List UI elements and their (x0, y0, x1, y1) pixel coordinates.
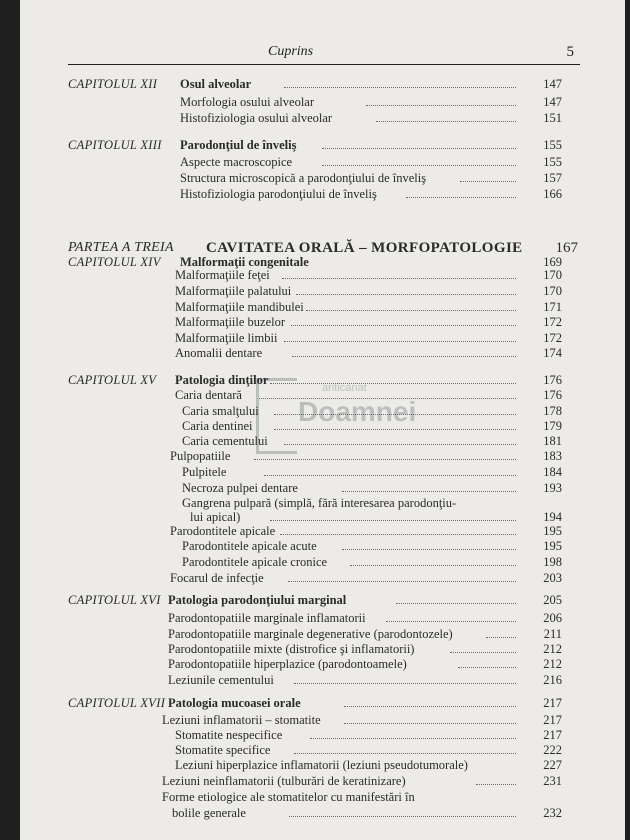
toc-dot-leader (306, 310, 516, 311)
toc-page-number: 216 (543, 673, 562, 687)
toc-dot-leader (458, 667, 516, 668)
toc-entry-title: Leziuni inflamatorii – stomatite (162, 713, 321, 727)
toc-entry-title: Morfologia osului alveolar (180, 95, 314, 109)
toc-entry-row (20, 481, 625, 497)
toc-dot-leader (460, 181, 516, 182)
toc-dot-leader (282, 278, 516, 279)
toc-dot-leader (294, 683, 516, 684)
toc-entry-row (20, 449, 625, 465)
toc-chapter-label: CAPITOLUL XVI (68, 593, 161, 607)
toc-page-number: 195 (543, 524, 562, 538)
toc-entry-row (20, 713, 625, 729)
toc-chapter-row (20, 696, 625, 712)
toc-entry-title: Leziuni neinflamatorii (tulburări de keratinizare) (162, 774, 406, 788)
toc-page-number: 172 (543, 315, 562, 329)
toc-entry-row (20, 790, 625, 806)
toc-entry-title: CAVITATEA ORALĂ – MORFOPATOLOGIE (206, 240, 523, 256)
toc-entry-row (20, 611, 625, 627)
toc-entry-row (20, 673, 625, 689)
toc-dot-leader (366, 105, 516, 106)
toc-entry-title: Parodontitele apicale cronice (182, 555, 328, 569)
toc-dot-leader (284, 87, 516, 88)
toc-page-number: 172 (543, 331, 562, 345)
toc-entry-row (20, 806, 625, 822)
toc-entry-title: Focarul de infecţie (170, 571, 264, 585)
toc-page-number: 217 (543, 713, 562, 727)
watermark-top-text: anticariat (322, 382, 367, 394)
toc-entry-row (20, 434, 625, 450)
toc-page-number: 195 (543, 539, 562, 553)
toc-entry-title: lui apical) (190, 510, 241, 524)
toc-page-number: 151 (543, 111, 562, 125)
toc-entry-row (20, 388, 625, 404)
toc-entry-row (20, 627, 625, 643)
toc-chapter-row (20, 593, 625, 609)
toc-page-number: 179 (543, 419, 562, 433)
book-page (20, 0, 625, 840)
toc-dot-leader (342, 491, 516, 492)
toc-dot-leader (284, 341, 516, 342)
toc-entry-row (20, 331, 625, 347)
toc-entry-title: Necroza pulpei dentare (182, 481, 298, 495)
toc-entry-title: Structura microscopică a parodonţiului de înveliş (180, 171, 427, 185)
toc-dot-leader (291, 325, 516, 326)
toc-entry-title: Stomatite nespecifice (175, 728, 283, 742)
toc-entry-title: Parodontopatiile mixte (distrofice şi inflamatorii) (168, 642, 415, 656)
toc-entry-title: Stomatite specifice (175, 743, 271, 757)
toc-entry-row (20, 346, 625, 362)
toc-entry-title: Patologia mucoasei orale (168, 696, 301, 710)
toc-entry-row (20, 728, 625, 744)
toc-dot-leader (476, 784, 516, 785)
toc-dot-leader (396, 603, 516, 604)
toc-dot-leader (274, 414, 516, 415)
toc-dot-leader (254, 459, 516, 460)
toc-page-number: 178 (543, 404, 562, 418)
toc-entry-row (20, 657, 625, 673)
toc-page-number: 170 (543, 284, 562, 298)
toc-entry-title: bolile generale (172, 806, 246, 820)
toc-page-number: 166 (543, 187, 562, 201)
toc-entry-row (20, 571, 625, 587)
toc-entry-title: Parodontopatiile hiperplazice (parodontoamele) (168, 657, 407, 671)
toc-page-number: 231 (543, 774, 562, 788)
toc-page-number: 181 (543, 434, 562, 448)
toc-chapter-label: CAPITOLUL XVII (68, 696, 166, 710)
toc-entry-row (20, 171, 625, 187)
toc-page-number: 171 (543, 300, 562, 314)
toc-entry-title: Histofiziologia osului alveolar (180, 111, 333, 125)
toc-page-number: 184 (543, 465, 562, 479)
toc-page-number: 176 (543, 388, 562, 402)
toc-entry-row (20, 404, 625, 420)
toc-entry-row (20, 111, 625, 127)
toc-entry-title: Malformaţiile palatului (175, 284, 292, 298)
toc-entry-row (20, 315, 625, 331)
toc-entry-title: Caria smalţului (182, 404, 259, 418)
toc-entry-title: Malformaţiile limbii (175, 331, 278, 345)
toc-page-number: 174 (543, 346, 562, 360)
toc-dot-leader (386, 621, 516, 622)
toc-entry-row (20, 465, 625, 481)
toc-dot-leader (259, 398, 516, 399)
toc-entry-title: Caria dentinei (182, 419, 253, 433)
toc-entry-title: Patologia parodonţiului marginal (168, 593, 347, 607)
toc-entry-title: Leziunile cementului (168, 673, 274, 687)
toc-dot-leader (376, 121, 516, 122)
toc-page-number: 194 (543, 510, 562, 524)
toc-entry-title: Pulpitele (182, 465, 227, 479)
toc-page-number: 217 (543, 728, 562, 742)
toc-dot-leader (274, 429, 516, 430)
toc-page-number: 222 (543, 743, 562, 757)
toc-entry-title: Malformaţiile feţei (175, 268, 270, 282)
toc-dot-leader (350, 565, 516, 566)
toc-entry-row (20, 555, 625, 571)
toc-entry-title: Aspecte macroscopice (180, 155, 293, 169)
toc-chapter-label: CAPITOLUL XIII (68, 138, 162, 152)
header-page-number: 5 (566, 44, 574, 60)
toc-dot-leader (288, 581, 516, 582)
toc-page-number: 155 (543, 155, 562, 169)
toc-entry-title: Osul alveolar (180, 77, 252, 91)
toc-entry-title: Caria cementului (182, 434, 268, 448)
toc-page-number: 176 (543, 373, 562, 387)
toc-page-number: 147 (543, 77, 562, 91)
toc-entry-title: Parodontitele apicale acute (182, 539, 317, 553)
toc-page-number: 147 (543, 95, 562, 109)
header-title: Cuprins (268, 44, 314, 59)
toc-dot-leader (292, 356, 516, 357)
toc-entry-row (20, 95, 625, 111)
toc-page-number: 232 (543, 806, 562, 820)
toc-entry-row (20, 539, 625, 555)
toc-entry-row (20, 155, 625, 171)
toc-chapter-label: CAPITOLUL XV (68, 373, 157, 387)
toc-entry-title: Patologia dinţilor (175, 373, 269, 387)
toc-dot-leader (270, 383, 516, 384)
page-header (68, 44, 580, 65)
toc-page-number: 170 (543, 268, 562, 282)
toc-page-number: 211 (543, 627, 562, 641)
toc-entry-row (20, 300, 625, 316)
toc-entry-row (20, 284, 625, 300)
toc-page-number: 167 (555, 240, 578, 256)
toc-dot-leader (486, 637, 516, 638)
toc-page-number: 212 (543, 642, 562, 656)
toc-dot-leader (322, 148, 516, 149)
toc-dot-leader (294, 753, 516, 754)
toc-dot-leader (280, 534, 516, 535)
toc-entry-title: Malformaţii congenitale (180, 255, 309, 269)
toc-entry-row (20, 268, 625, 284)
toc-entry-title: Malformaţiile buzelor (175, 315, 286, 329)
toc-page-number: 157 (543, 171, 562, 185)
toc-page-number: 193 (543, 481, 562, 495)
toc-page-number: 203 (543, 571, 562, 585)
toc-entry-title: Caria dentară (175, 388, 242, 402)
toc-dot-leader (296, 294, 516, 295)
toc-dot-leader (344, 723, 516, 724)
toc-entry-row (20, 774, 625, 790)
toc-chapter-label: CAPITOLUL XII (68, 77, 158, 91)
toc-chapter-row (20, 77, 625, 93)
toc-chapter-row (20, 240, 625, 256)
toc-entry-title: Malformaţiile mandibulei (175, 300, 304, 314)
toc-entry-title: Forme etiologice ale stomatitelor cu manifestări în (162, 790, 415, 804)
toc-page-number: 155 (543, 138, 562, 152)
toc-dot-leader (342, 549, 516, 550)
toc-page-number: 206 (543, 611, 562, 625)
toc-entry-title: Parodontopatiile marginale inflamatorii (168, 611, 366, 625)
toc-chapter-label: PARTEA A TREIA (68, 240, 174, 255)
toc-entry-row (20, 642, 625, 658)
toc-page-number: 198 (543, 555, 562, 569)
toc-page-number: 217 (543, 696, 562, 710)
toc-dot-leader (270, 520, 516, 521)
toc-entry-title: Parodontopatiile marginale degenerative (parodontozele) (168, 627, 453, 641)
toc-entry-title: Leziuni hiperplazice inflamatorii (leziuni pseudotumorale) (175, 758, 468, 772)
toc-page-number: 205 (543, 593, 562, 607)
toc-entry-row (20, 524, 625, 540)
toc-entry-row (20, 187, 625, 203)
toc-dot-leader (289, 816, 516, 817)
toc-page-number: 212 (543, 657, 562, 671)
toc-entry-title: Parodonţiul de înveliş (180, 138, 297, 152)
toc-entry-row (20, 419, 625, 435)
toc-chapter-label: CAPITOLUL XIV (68, 255, 161, 269)
toc-entry-title: Histofiziologia parodonţiului de înveliş (180, 187, 377, 201)
toc-dot-leader (322, 165, 516, 166)
toc-dot-leader (344, 706, 516, 707)
toc-dot-leader (284, 444, 516, 445)
toc-dot-leader (264, 475, 516, 476)
watermark-name: Doamnei (298, 396, 417, 427)
toc-entry-title: Parodontitele apicale (170, 524, 276, 538)
toc-entry-title: Pulpopatiile (170, 449, 231, 463)
toc-dot-leader (406, 197, 516, 198)
toc-page-number: 227 (543, 758, 562, 772)
toc-chapter-row (20, 138, 625, 154)
toc-dot-leader (310, 738, 516, 739)
toc-entry-title: Anomalii dentare (175, 346, 263, 360)
toc-page-number: 169 (543, 255, 562, 269)
toc-page-number: 183 (543, 449, 562, 463)
toc-dot-leader (450, 652, 516, 653)
toc-entry-row (20, 743, 625, 759)
toc-entry-title: Gangrena pulpară (simplă, fără interesarea parodonţiu- (182, 496, 457, 510)
toc-entry-row (20, 758, 625, 774)
toc-chapter-row (20, 373, 625, 389)
